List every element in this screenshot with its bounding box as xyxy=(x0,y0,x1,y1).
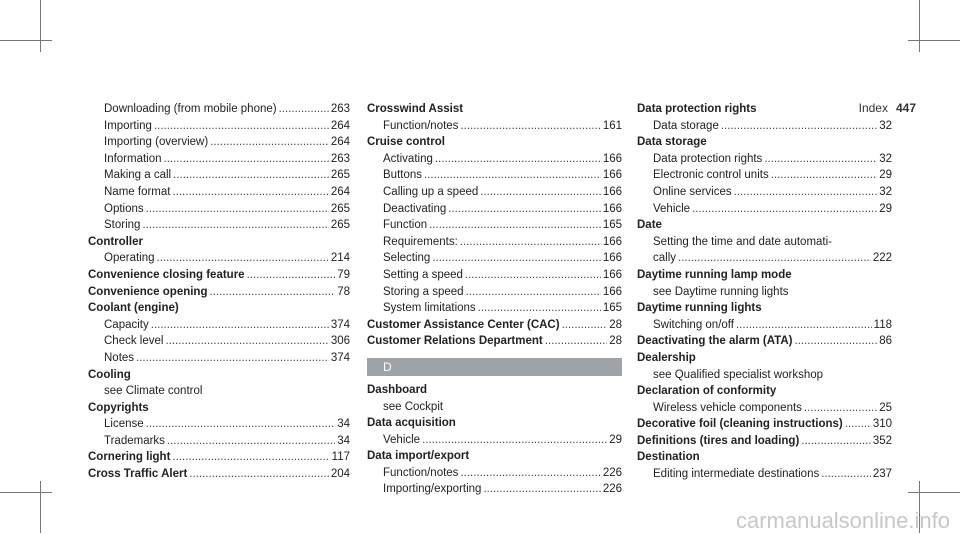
entry-label: Vehicle xyxy=(383,433,421,446)
entry-label: License xyxy=(104,418,144,431)
index-heading: Copyrights xyxy=(88,401,149,414)
crop-mark xyxy=(0,492,52,493)
entry-label: Cross Traffic Alert xyxy=(88,468,188,481)
page-reference[interactable]: 237 xyxy=(872,468,892,481)
index-subentry xyxy=(88,217,350,234)
leader-dots xyxy=(466,284,601,301)
entry-label: Definitions (tires and loading) xyxy=(637,434,800,447)
entry-label: Decorative foil (cleaning instructions) xyxy=(637,418,843,431)
page-reference[interactable]: 79 xyxy=(337,268,350,281)
index-subentry xyxy=(367,267,622,284)
page-reference[interactable]: 166 xyxy=(602,268,622,281)
page-reference[interactable]: 118 xyxy=(873,318,892,331)
page-reference[interactable]: 32 xyxy=(879,152,892,165)
page-reference[interactable]: 226 xyxy=(602,466,622,479)
entry-label: Online services xyxy=(653,185,732,198)
entry-label: Data storage xyxy=(653,119,719,132)
leader-dots xyxy=(562,317,608,334)
index-subentry xyxy=(88,350,350,367)
leader-dots xyxy=(151,317,329,334)
index-heading: Data import/export xyxy=(367,450,470,463)
entry-label: Function/notes xyxy=(383,119,459,132)
index-column-2 xyxy=(367,101,622,498)
page-reference[interactable]: 226 xyxy=(602,483,622,496)
watermark: carmanualsonline.info xyxy=(735,508,950,533)
page-reference[interactable]: 204 xyxy=(330,468,350,481)
page-reference[interactable]: 166 xyxy=(602,202,622,215)
index-heading: Controller xyxy=(88,235,143,248)
leader-dots xyxy=(460,234,601,251)
index-subentry xyxy=(367,151,622,168)
index-heading: Crosswind Assist xyxy=(367,103,464,115)
leader-dots xyxy=(432,250,601,267)
entry-label: Operating xyxy=(104,252,155,265)
page-reference[interactable]: 352 xyxy=(872,434,892,447)
page-reference[interactable]: 166 xyxy=(602,169,622,182)
page-number: 447 xyxy=(895,101,916,115)
index-cross-reference: see Climate control xyxy=(104,385,203,398)
leader-dots xyxy=(771,167,878,184)
page-reference[interactable]: 165 xyxy=(602,219,622,232)
page-reference[interactable]: 78 xyxy=(337,285,350,298)
index-subentry xyxy=(637,184,892,201)
page-reference[interactable]: 29 xyxy=(879,169,892,182)
index-subentry xyxy=(367,284,622,301)
index-cross-reference: see Qualified specialist workshop xyxy=(653,368,824,381)
crop-mark xyxy=(919,0,920,52)
index-subentry xyxy=(367,118,622,135)
entry-label: Calling up a speed xyxy=(383,185,479,198)
leader-dots xyxy=(164,151,329,168)
crop-mark xyxy=(0,40,52,41)
leader-dots xyxy=(146,416,336,433)
page-reference[interactable]: 374 xyxy=(330,318,350,331)
leader-dots xyxy=(189,466,329,483)
page-reference[interactable]: 161 xyxy=(602,119,622,132)
entry-label: Importing/exporting xyxy=(383,483,482,496)
index-subentry xyxy=(367,250,622,267)
index-heading: Dashboard xyxy=(367,383,428,396)
section-title: Index xyxy=(858,101,888,115)
entry-label: Importing xyxy=(104,119,152,132)
entry-label: Customer Relations Department xyxy=(367,335,543,348)
page-reference[interactable]: 265 xyxy=(330,219,350,232)
leader-dots xyxy=(247,267,336,284)
page-reference[interactable]: 166 xyxy=(602,252,622,265)
page-reference[interactable]: 117 xyxy=(331,451,350,464)
index-cross-reference: see Cockpit xyxy=(383,400,444,413)
entry-label: Name format xyxy=(104,185,171,198)
index-heading: Daytime running lamp mode xyxy=(637,268,792,281)
entry-label: Requirements: xyxy=(383,235,458,248)
leader-dots xyxy=(845,416,871,433)
page-reference[interactable]: 165 xyxy=(602,302,622,315)
page-reference[interactable]: 166 xyxy=(602,235,622,248)
index-subentry xyxy=(637,400,892,417)
page-reference[interactable]: 25 xyxy=(879,401,892,414)
index-subentry xyxy=(367,217,622,234)
leader-dots xyxy=(448,201,601,218)
index-heading: Destination xyxy=(637,451,700,464)
index-subentry xyxy=(367,234,622,251)
index-subentry xyxy=(637,151,892,168)
index-heading: Cooling xyxy=(88,368,131,381)
leader-dots xyxy=(801,433,871,450)
index-subentry xyxy=(637,466,892,483)
page-reference[interactable]: 263 xyxy=(330,152,350,165)
entry-label: Customer Assistance Center (CAC) xyxy=(367,318,560,331)
leader-dots xyxy=(435,151,601,168)
index-subentry xyxy=(637,167,892,184)
entry-label: Function xyxy=(383,219,428,232)
leader-dots xyxy=(465,267,601,284)
index-heading: Data acquisition xyxy=(367,417,456,430)
index-heading-entry xyxy=(367,317,622,334)
leader-dots xyxy=(478,300,601,317)
leader-dots xyxy=(279,101,329,118)
page-reference[interactable]: 86 xyxy=(879,335,892,348)
index-subentry xyxy=(88,118,350,135)
leader-dots xyxy=(136,350,329,367)
index-subentry xyxy=(88,333,350,350)
crop-mark xyxy=(40,481,41,533)
index-subentry xyxy=(88,317,350,334)
entry-label: Deactivating xyxy=(383,202,447,215)
index-subentry xyxy=(88,416,350,433)
page-reference[interactable]: 306 xyxy=(330,335,350,348)
entry-label: Data protection rights xyxy=(653,152,763,165)
leader-dots xyxy=(483,481,600,498)
entry-label: Options xyxy=(104,202,144,215)
leader-dots xyxy=(795,333,878,350)
page-reference[interactable]: 166 xyxy=(602,152,622,165)
page-reference[interactable]: 29 xyxy=(609,433,622,446)
leader-dots xyxy=(172,184,328,201)
page-reference[interactable]: 265 xyxy=(330,202,350,215)
entry-label: Activating xyxy=(383,152,433,165)
index-heading: Cruise control xyxy=(367,136,445,149)
leader-dots xyxy=(154,118,329,135)
index-subentry xyxy=(637,317,892,334)
index-subentry xyxy=(367,465,622,482)
page-reference[interactable]: 214 xyxy=(330,252,350,265)
index-subentry xyxy=(367,481,622,498)
index-subentry xyxy=(88,184,350,201)
leader-dots xyxy=(678,250,871,267)
index-heading: Date xyxy=(637,219,662,232)
index-column-3 xyxy=(637,101,892,483)
index-subentry xyxy=(637,201,892,218)
entry-label: Convenience opening xyxy=(88,285,208,298)
entry-label: Buttons xyxy=(383,169,422,182)
leader-dots xyxy=(172,449,329,466)
leader-dots xyxy=(721,118,877,135)
index-subentry xyxy=(88,201,350,218)
leader-dots xyxy=(424,167,601,184)
page-reference[interactable]: 34 xyxy=(337,434,350,447)
leader-dots xyxy=(146,201,329,218)
entry-label: System limitations xyxy=(383,302,476,315)
index-subentry xyxy=(367,300,622,317)
index-heading: Data storage xyxy=(637,136,707,149)
entry-label: Making a call xyxy=(104,169,172,182)
index-heading: Data protection rights xyxy=(637,103,757,115)
page-reference[interactable]: 222 xyxy=(872,252,892,265)
leader-dots xyxy=(165,333,328,350)
leader-dots xyxy=(210,134,329,151)
leader-dots xyxy=(429,217,601,234)
page-reference[interactable]: 264 xyxy=(330,185,350,198)
index-cross-reference: see Daytime running lights xyxy=(653,285,789,298)
section-letter: D xyxy=(367,358,622,376)
page-reference[interactable]: 28 xyxy=(609,335,622,348)
index-subentry xyxy=(88,433,350,450)
entry-label: Switching on/off xyxy=(653,318,734,331)
index-heading-entry xyxy=(637,433,892,450)
entry-label: Convenience closing feature xyxy=(88,268,245,281)
index-heading-entry xyxy=(88,449,350,466)
index-subentry xyxy=(367,184,622,201)
index-heading-entry xyxy=(88,267,350,284)
page-reference[interactable]: 263 xyxy=(330,103,350,115)
entry-label: Wireless vehicle components xyxy=(653,401,802,414)
index-heading-entry xyxy=(637,333,892,350)
page-reference[interactable]: 264 xyxy=(330,136,350,149)
entry-label: Storing xyxy=(104,219,141,232)
leader-dots xyxy=(764,151,877,168)
entry-label: Function/notes xyxy=(383,466,459,479)
index-heading: Declaration of conformity xyxy=(637,385,777,398)
leader-dots xyxy=(167,433,335,450)
entry-label: Vehicle xyxy=(653,202,691,215)
page-reference[interactable]: 29 xyxy=(879,202,892,215)
leader-dots xyxy=(480,184,601,201)
entry-label: Storing a speed xyxy=(383,285,464,298)
page-reference[interactable]: 166 xyxy=(602,185,622,198)
leader-dots xyxy=(157,250,329,267)
index-subentry xyxy=(88,167,350,184)
page-reference[interactable]: 310 xyxy=(872,418,892,431)
index-column-1 xyxy=(88,101,350,483)
leader-dots xyxy=(460,118,600,135)
entry-label: Trademarks xyxy=(104,434,165,447)
leader-dots xyxy=(736,317,872,334)
index-heading: Daytime running lights xyxy=(637,302,762,315)
entry-label: Deactivating the alarm (ATA) xyxy=(637,335,793,348)
crop-mark xyxy=(908,40,960,41)
page-reference[interactable]: 166 xyxy=(602,285,622,298)
entry-label: Check level xyxy=(104,335,164,348)
page-reference[interactable]: 265 xyxy=(330,169,350,182)
entry-label: Information xyxy=(104,152,162,165)
crop-mark xyxy=(40,0,41,52)
index-subentry xyxy=(367,167,622,184)
index-subentry xyxy=(88,101,350,118)
entry-label: Cornering light xyxy=(88,451,171,464)
entry-label: Setting a speed xyxy=(383,268,463,281)
entry-label: Editing intermediate destinations xyxy=(653,468,820,481)
leader-dots xyxy=(422,432,607,449)
index-heading-entry xyxy=(88,466,350,483)
index-heading-entry xyxy=(367,333,622,350)
index-heading: Coolant (engine) xyxy=(88,302,179,315)
index-subentry xyxy=(637,250,892,267)
page-reference[interactable]: 34 xyxy=(337,418,350,431)
leader-dots xyxy=(734,184,878,201)
index-subentry xyxy=(88,151,350,168)
index-subentry xyxy=(637,118,892,135)
index-cross-reference: Setting the time and date automati- xyxy=(653,235,832,248)
leader-dots xyxy=(142,217,328,234)
leader-dots xyxy=(460,465,600,482)
entry-label: Importing (overview) xyxy=(104,136,209,149)
crop-mark xyxy=(908,492,960,493)
leader-dots xyxy=(804,400,877,417)
index-heading: Dealership xyxy=(637,351,696,364)
index-subentry xyxy=(367,432,622,449)
index-subentry xyxy=(88,134,350,151)
page-reference[interactable]: 32 xyxy=(879,185,892,198)
leader-dots xyxy=(692,201,877,218)
leader-dots xyxy=(545,333,607,350)
entry-label: Electronic control units xyxy=(653,169,769,182)
index-heading-entry xyxy=(88,284,350,301)
entry-label: Selecting xyxy=(383,252,431,265)
page-reference[interactable]: 264 xyxy=(330,119,350,132)
entry-label: Downloading (from mobile phone) xyxy=(104,103,277,115)
index-subentry xyxy=(88,250,350,267)
page-reference[interactable]: 28 xyxy=(609,318,622,331)
leader-dots xyxy=(173,167,329,184)
entry-label: Capacity xyxy=(104,318,149,331)
entry-label: cally xyxy=(653,252,677,265)
page-reference[interactable]: 32 xyxy=(879,119,892,132)
index-subentry xyxy=(367,201,622,218)
leader-dots xyxy=(210,284,336,301)
page-reference[interactable]: 374 xyxy=(330,351,350,364)
index-heading-entry xyxy=(637,416,892,433)
entry-label: Notes xyxy=(104,351,135,364)
leader-dots xyxy=(821,466,871,483)
